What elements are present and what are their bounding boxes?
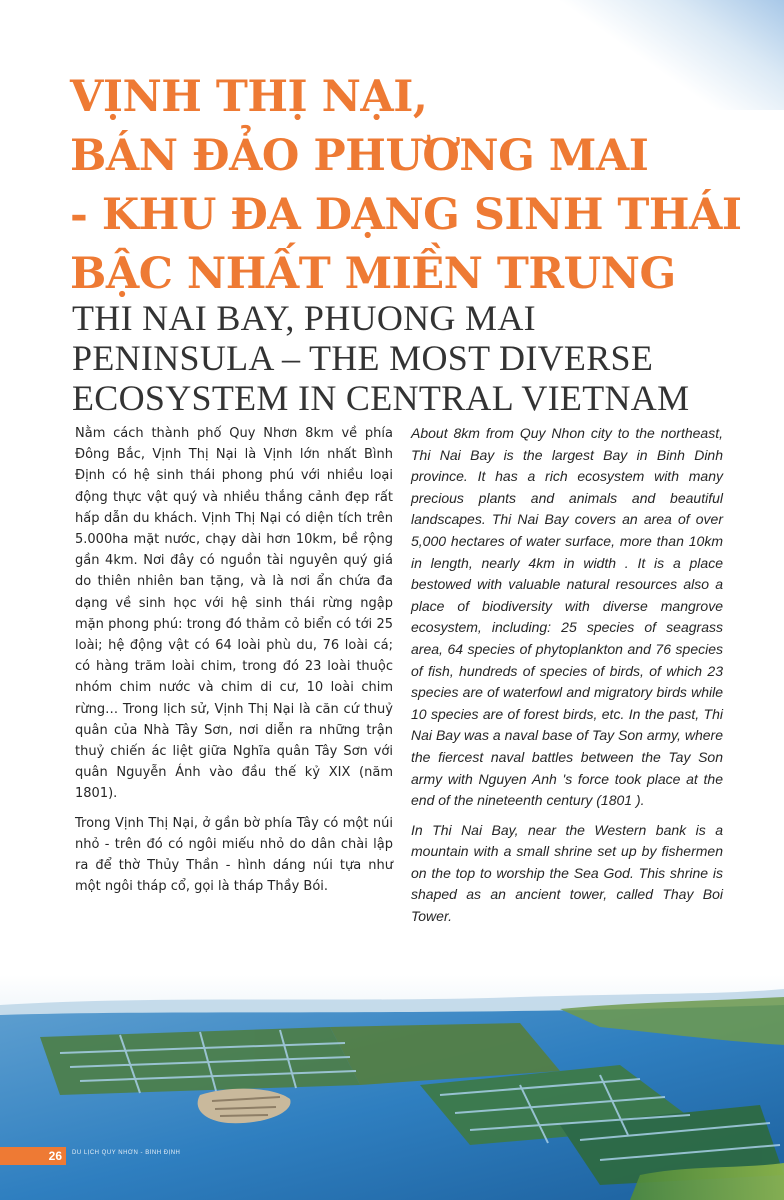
- title-english: [72, 298, 772, 418]
- page-number: 26: [0, 1147, 66, 1165]
- body-paragraph: In Thi Nai Bay, near the Western bank is a mountain with a small shrine set up by fishermen on the top to worship the Sea God. This shrine is shaped as an ancient tower, called Thay Boi Tower.: [411, 821, 723, 925]
- title-vn-line: VỊNH THỊ NẠI,: [70, 72, 428, 122]
- body-paragraph: About 8km from Quy Nhon city to the northeast, Thi Nai Bay is the largest Bay in Binh Dinh province. It has a rich ecosystem with many precious plants and animals and beautiful landscapes. Thi Nai Bay covers an area of over 5,000 hectares of water surface, more than 10km in length, nearly 4km in width . It is a place bestowed with valuable natural resources also a place of biodiversity with diverse mangrove ecosystem, including: 25 species of seagrass area, 64 species of phytoplankton and 76 species of fish, hundreds of species of birds, of which 23 species are of waterfowl and migratory birds while 10 species are of forest birds, etc. In the past, Thi Nai Bay was a naval base of Tay Son army, where the fiercest naval battles between the Tay Son army with Nguyen Anh 's force took place at the end of the nineteenth century (1801 ).: [411, 425, 723, 809]
- body-paragraph: Trong Vịnh Thị Nại, ở gần bờ phía Tây có một núi nhỏ - trên đó có ngôi miếu nhỏ do dân chài lập ra để thờ Thủy Thần - hình dáng núi tựa như một ngôi tháp cổ, gọi là tháp Thầy Bói.: [75, 815, 393, 895]
- title-vn-line: - KHU ĐA DẠNG SINH THÁI: [70, 190, 742, 240]
- title-en-line: PENINSULA – THE MOST DIVERSE: [72, 338, 654, 378]
- body-paragraph: Nằm cách thành phố Quy Nhơn 8km về phía Đông Bắc, Vịnh Thị Nại là Vịnh lớn nhất Bình Định có hệ sinh thái phong phú với nhiều loại động thực vật quý và nhiều thắng cảnh đẹp rất hấp dẫn du khách. Vịnh Thị Nại có diện tích trên 5.000ha mặt nước, chạy dài hơn 10km, bề rộng gần 4km. Nơi đây có nguồn tài nguyên quý giá do thiên nhiên ban tặng, và là nơi ẩn chứa đa dạng về sinh học với hệ sinh thái rừng ngập mặn phong phú: trong đó thảm cỏ biển có tới 25 loài; hệ động vật có 64 loài phù du, 76 loài cá; có hàng trăm loài chim, trong đó 23 loài thuộc nhóm chim nước và chim di cư, 10 loài chim rừng… Trong lịch sử, Vịnh Thị Nại là căn cứ thuỷ quân của Nhà Tây Sơn, nơi diễn ra những trận thuỷ chiến ác liệt giữa Nghĩa quân Tây Sơn với quân Nguyễn Ánh vào đầu thế kỷ XIX (năm 1801).: [75, 426, 393, 802]
- title-vietnamese: [70, 68, 770, 304]
- title-en-line: THI NAI BAY, PHUONG MAI: [72, 298, 536, 338]
- title-en-line: ECOSYSTEM IN CENTRAL VIETNAM: [72, 378, 690, 418]
- title-vn-line: BẬC NHẤT MIỀN TRUNG: [70, 249, 676, 299]
- page-footer: [0, 1147, 784, 1165]
- vietnamese-body-column: [75, 423, 393, 905]
- publication-name: DU LỊCH QUY NHƠN - BÌNH ĐỊNH: [72, 1150, 181, 1156]
- bay-aerial-photo: [0, 975, 784, 1200]
- title-vn-line: BÁN ĐẢO PHƯƠNG MAI: [70, 131, 649, 181]
- english-body-column: [411, 423, 723, 936]
